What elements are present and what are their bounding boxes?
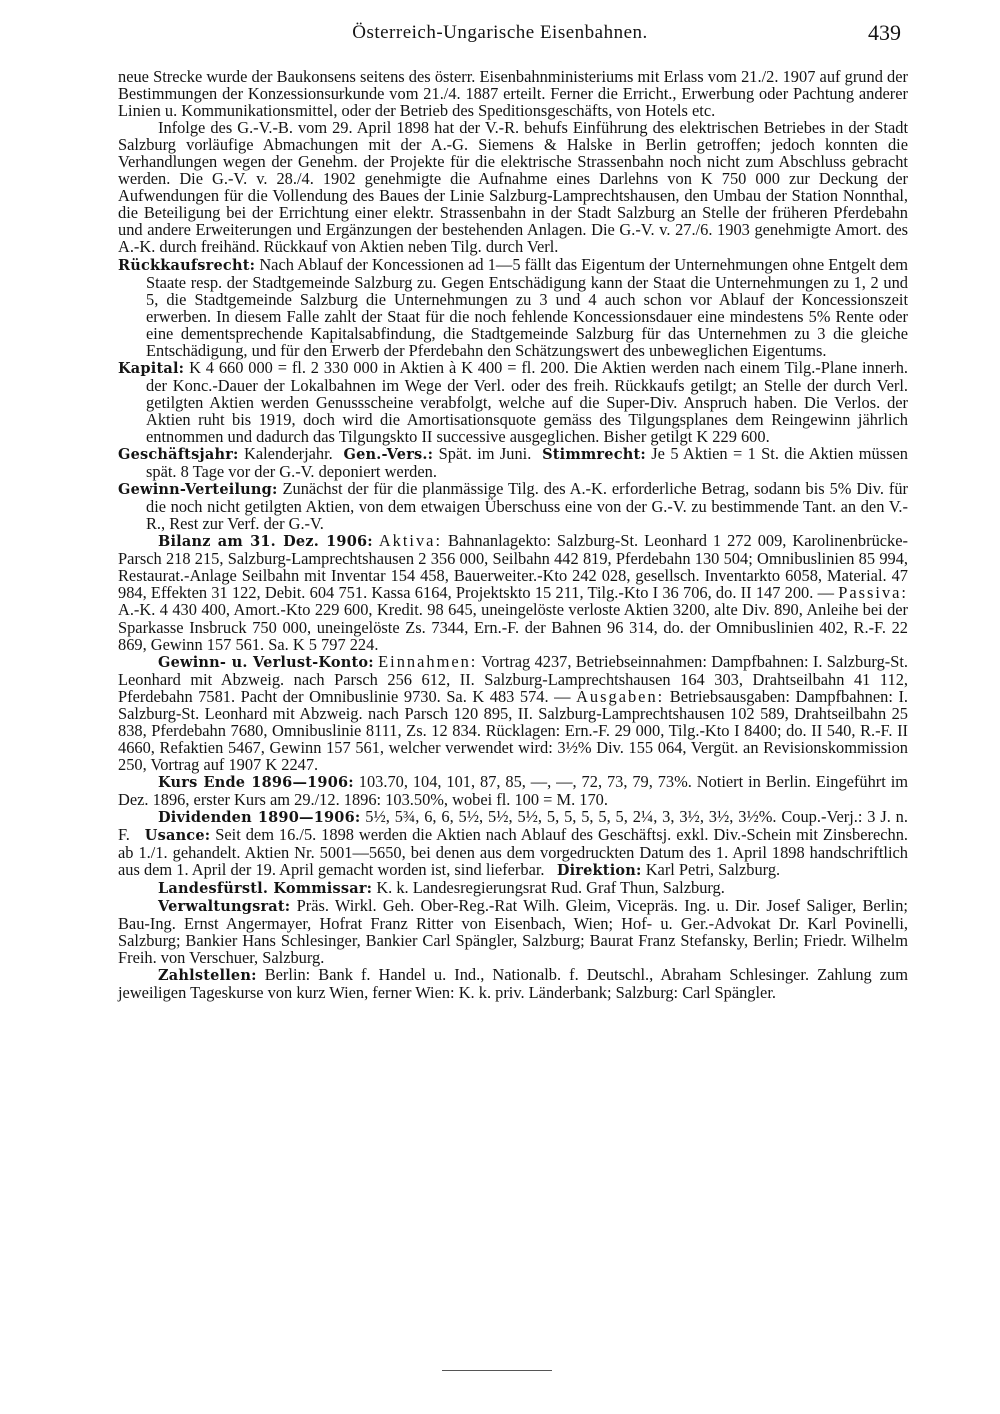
- main-text: [118, 68, 908, 1002]
- einnahmen-heading: Einnahmen:: [378, 651, 478, 671]
- section-label: Geschäftsjahr:: [118, 446, 239, 464]
- section-dividenden: [118, 808, 908, 879]
- section-zahlstellen: [118, 966, 908, 1001]
- section-text: K 4 660 000 = fl. 2 330 000 in Aktien à K 400 = fl. 200. Die Aktien werden nach einem Tilg.-Plane innerh. der Konc.-Dauer der Lokalbahnen im Wege der Verl. oder des freih. Rückkaufs getilgt; an Stelle der durch Verl. getilgten Aktien werden Genussscheine verabfolgt, welche auf die Super-Div. Anspruch haben. Die Verlos. der Aktien ruht bis 1919, doch wird die Amortisationsquote gemäss des Tilgungsplanes dem Reingewinn jährlich entnommen und dadurch das Tilgungskto II successive ausgeglichen. Bisher getilgt K 229 600.: [146, 357, 908, 446]
- section-text: Spät. im Juni.: [438, 444, 532, 464]
- section-label: Gewinn-Verteilung:: [118, 481, 278, 499]
- section-label: Gewinn- u. Verlust-Konto:: [158, 653, 374, 671]
- section-label: Rückkaufsrecht:: [118, 256, 256, 274]
- section-label: Gen.-Vers.:: [343, 446, 434, 464]
- section-text: 103.70, 104, 101, 87, 85, —, —, 72, 73, 79, 73%. Notiert in Berlin. Eingeführt im Dez. 1896, erster Kurs am 29./12. 1896: 103.50%, wobei fl. 100 = M. 170.: [118, 771, 908, 809]
- section-text: Betriebsausgaben: Dampfbahnen: I. Salzburg-St. Leonhard mit Abzweig. nach Parsch 120 895, II. Salzburg-Lamprechtshausen 102 589, Drahtseilbahn 25 838, Pferdebahn 7680, Omnibuslinie 8111, Zs. 12 834. Rücklagen: Ern.-F. 29 000, Tilg.-Kto I 8400; do. II 540, R.-F. II 4660, Refaktien 5467, Gewinn 157 561, welcher verwendet wird: 3½% Div. 155 064, Vergüt. an Revisionskommission 250, Vortrag auf 1907 K 2247.: [118, 686, 908, 774]
- section-label: Stimmrecht:: [542, 446, 646, 464]
- section-text: Je 5 Aktien = 1 St. die Aktien müssen spät. 8 Tage vor der G.-V. deponiert werden.: [146, 444, 908, 482]
- section-label: Bilanz am 31. Dez. 1906:: [158, 533, 373, 551]
- section-text: Seit dem 16./5. 1898 werden die Aktien nach Ablauf des Geschäftsj. exkl. Div.-Schein mit Zinsberechn. ab 1./1. gehandelt. Aktien Nr. 5001—5650, bei denen aus dem vorgedruckten Datum des 1. April 1898 handschriftlich aus dem 1. April der 19. April gemacht worden ist, sind lieferbar.: [118, 825, 909, 880]
- section-text: Nach Ablauf der Koncessionen ad 1—5 fällt das Eigentum der Unternehmungen ohne Entgelt dem Staate resp. der Stadtgemeinde Salzburg zu. Gegen Entschädigung kann der Staat die Unternehmungen zu 1, 2 und 5, die Stadtgemeinde Salzburg die Unternehmungen zu 3 und 4 auch schon vor Ablauf der Koncessionszeit erwerben. In diesem Falle zahlt der Staat für die noch fehlende Koncessionsdauer eine mindestens 5% Rente oder eine dementsprechende Kapitalsabfindung, die Stadtgemeinde Salzburg für das Unternehmen zu 3 die gleiche Entschädigung, und für den Erwerb der Pferdebahn den Schätzungswert des unbeweglichen Eigentums.: [146, 254, 909, 360]
- section-gewinn-verteilung: [118, 480, 908, 532]
- section-text: Berlin: Bank f. Handel u. Ind., Nationalb. f. Deutschl., Abraham Schlesinger. Zahlung zum jeweiligen Tageskurse von kurz Wien, ferner Wien: K. k. priv. Länderbank; Salzburg: Carl Spängler.: [118, 965, 908, 1003]
- section-text: Zunächst der für die planmässige Tilg. des A.-K. erforderliche Betrag, sodann bis 5% Div. für die noch nicht getilgten Aktien, von dem etwaigen Überschuss eine von der G.-V. zu bestimmende Tant. an den V.-R., Rest zur Verf. der G.-V.: [146, 479, 908, 534]
- section-text: Bahnanlagekto: Salzburg-St. Leonhard 1 272 009, Karolinenbrücke-Parsch 218 215, Salzburg-Lamprechtshausen 2 356 000, Seilbahn 442 819, Pferdebahn 130 504; Omnibuslinien 85 994, Restaurat.-Anlage Seilbahn mit Inventar 154 458, Bauerweiter.-Kto 242 028, gesellsch. Inventarkto 6058, Material. 47 984, Effekten 31 122, Debit. 604 751. Kassa 6164, Projektskto 15 211, Tilg.-Kto I 36 706, do. II 147 200. —: [118, 531, 908, 603]
- section-text: Kalenderjahr.: [244, 444, 333, 464]
- section-text: Vortrag 4237, Betriebseinnahmen: Dampfbahnen: I. Salzburg-St. Leonhard mit Abzweig. nach Parsch 256 612, II. Salzburg-Lamprechtshausen 164 303, Drahtseilbahn 41 112, Pferdebahn 7581. Pacht der Omnibuslinie 9730. Sa. K 483 574. —: [118, 651, 909, 706]
- section-bilanz: [118, 532, 908, 652]
- intro-paragraph: neue Strecke wurde der Baukonsens seitens des österr. Eisenbahnministeriums mit Erlass vom 21./2. 1907 auf grund der Bestimmungen der Konzessionsurkunde vom 21./4. 1887 erteilt. Ferner die Erricht., Erwerbung oder Pachtung anderer Linien u. Kommunikationsmittel, oder der Betrieb des Speditionsgeschäfts, von Hotels etc.: [118, 67, 908, 121]
- running-title: Österreich-Ungarische Eisenbahnen.: [352, 22, 648, 43]
- closing-divider: [442, 1370, 552, 1371]
- section-label: Usance:: [144, 827, 211, 845]
- section-label: Zahlstellen:: [158, 967, 257, 985]
- ausgaben-heading: Ausgaben:: [576, 686, 665, 706]
- section-rueckkaufsrecht: [118, 256, 908, 359]
- section-geschaeftsjahr: [118, 445, 908, 480]
- section-kapital: [118, 359, 908, 445]
- section-label: Verwaltungsrat:: [158, 898, 291, 916]
- section-text: Präs. Wirkl. Geh. Ober-Reg.-Rat Wilh. Gleim, Vicepräs. Ing. u. Dir. Josef Saliger, Berlin; Bau-Ing. Ernst Angermayer, Hofrat Franz Ritter von Eisenbach, Wien; Hof- u. Ger.-Advokat Dr. Karl Povinelli, Salzburg; Bankier Hans Schlesinger, Bankier Carl Spängler, Salzburg; Baurat Franz Stefansky, Berlin; Friedr. Wilhelm Freih. von Verschuer, Salzburg.: [118, 896, 908, 968]
- section-label: Kapital:: [118, 359, 185, 377]
- section-text: A.-K. 4 430 400, Amort.-Kto 229 600, Kredit. 98 645, uneingelöste verloste Aktien 3200, alte Div. 890, Anleihe bei der Sparkasse Insbruck 750 000, uneingelöste Zs. 7344, Ern.-F. der Bahnen 96 314, do. der Omnibuslinien 402, R.-F. 22 869, Gewinn 157 561. Sa. K 5 797 224.: [118, 600, 908, 654]
- section-verwaltungsrat: [118, 897, 908, 966]
- section-label: Landesfürstl. Kommissar:: [158, 880, 373, 898]
- section-label: Direktion:: [556, 862, 642, 880]
- section-kommissar: [118, 879, 908, 897]
- section-text: K. k. Landesregierungsrat Rud. Graf Thun, Salzburg.: [376, 878, 725, 898]
- section-gewinn-verlust: [118, 653, 908, 773]
- section-kurs: [118, 773, 908, 808]
- section-text: 5½, 5¾, 6, 6, 5½, 5½, 5½, 5, 5, 5, 5, 5, 2¼, 3, 3½, 3½, 3½%. Coup.-Verj.: 3 J. n. F.: [118, 807, 908, 845]
- page-number: 439: [868, 20, 901, 45]
- section-label: Dividenden 1890—1906:: [158, 809, 361, 827]
- intro-paragraph-2: Infolge des G.-V.-B. vom 29. April 1898 hat der V.-R. behufs Einführung des elektrischen Betriebes in der Stadt Salzburg vorläufige Abmachungen mit der A.-G. Siemens & Halske in Berlin getroffen; jedoch konnten die Verhandlungen wegen der Genehm. der Projekte für die elektrische Strassenbahn noch nicht zum Abschluss gebracht werden. Die G.-V. v. 28./4. 1902 genehmigte die Aufnahme eines Darlehns von K 750 000 zur Deckung der Aufwendungen für die Vollendung des Baues der Linie Salzburg-Lamprechtshausen, den Umbau der Station Nonnthal, die Beteiligung bei der Errichtung einer elektr. Strassenbahn in der Stadt Salzburg an Stelle der früheren Pferdebahn und andere Erweiterungen und Ergänzungen der bestehenden Anlagen. Die G.-V. v. 27./6. 1903 genehmigte Amort. des A.-K. durch freihänd. Rückkauf von Aktien neben Tilg. durch Verl.: [118, 118, 908, 257]
- aktiva-heading: Aktiva:: [378, 531, 443, 551]
- section-label: Kurs Ende 1896—1906:: [158, 773, 354, 791]
- passiva-heading: Passiva:: [838, 583, 908, 603]
- section-text: Karl Petri, Salzburg.: [645, 860, 781, 880]
